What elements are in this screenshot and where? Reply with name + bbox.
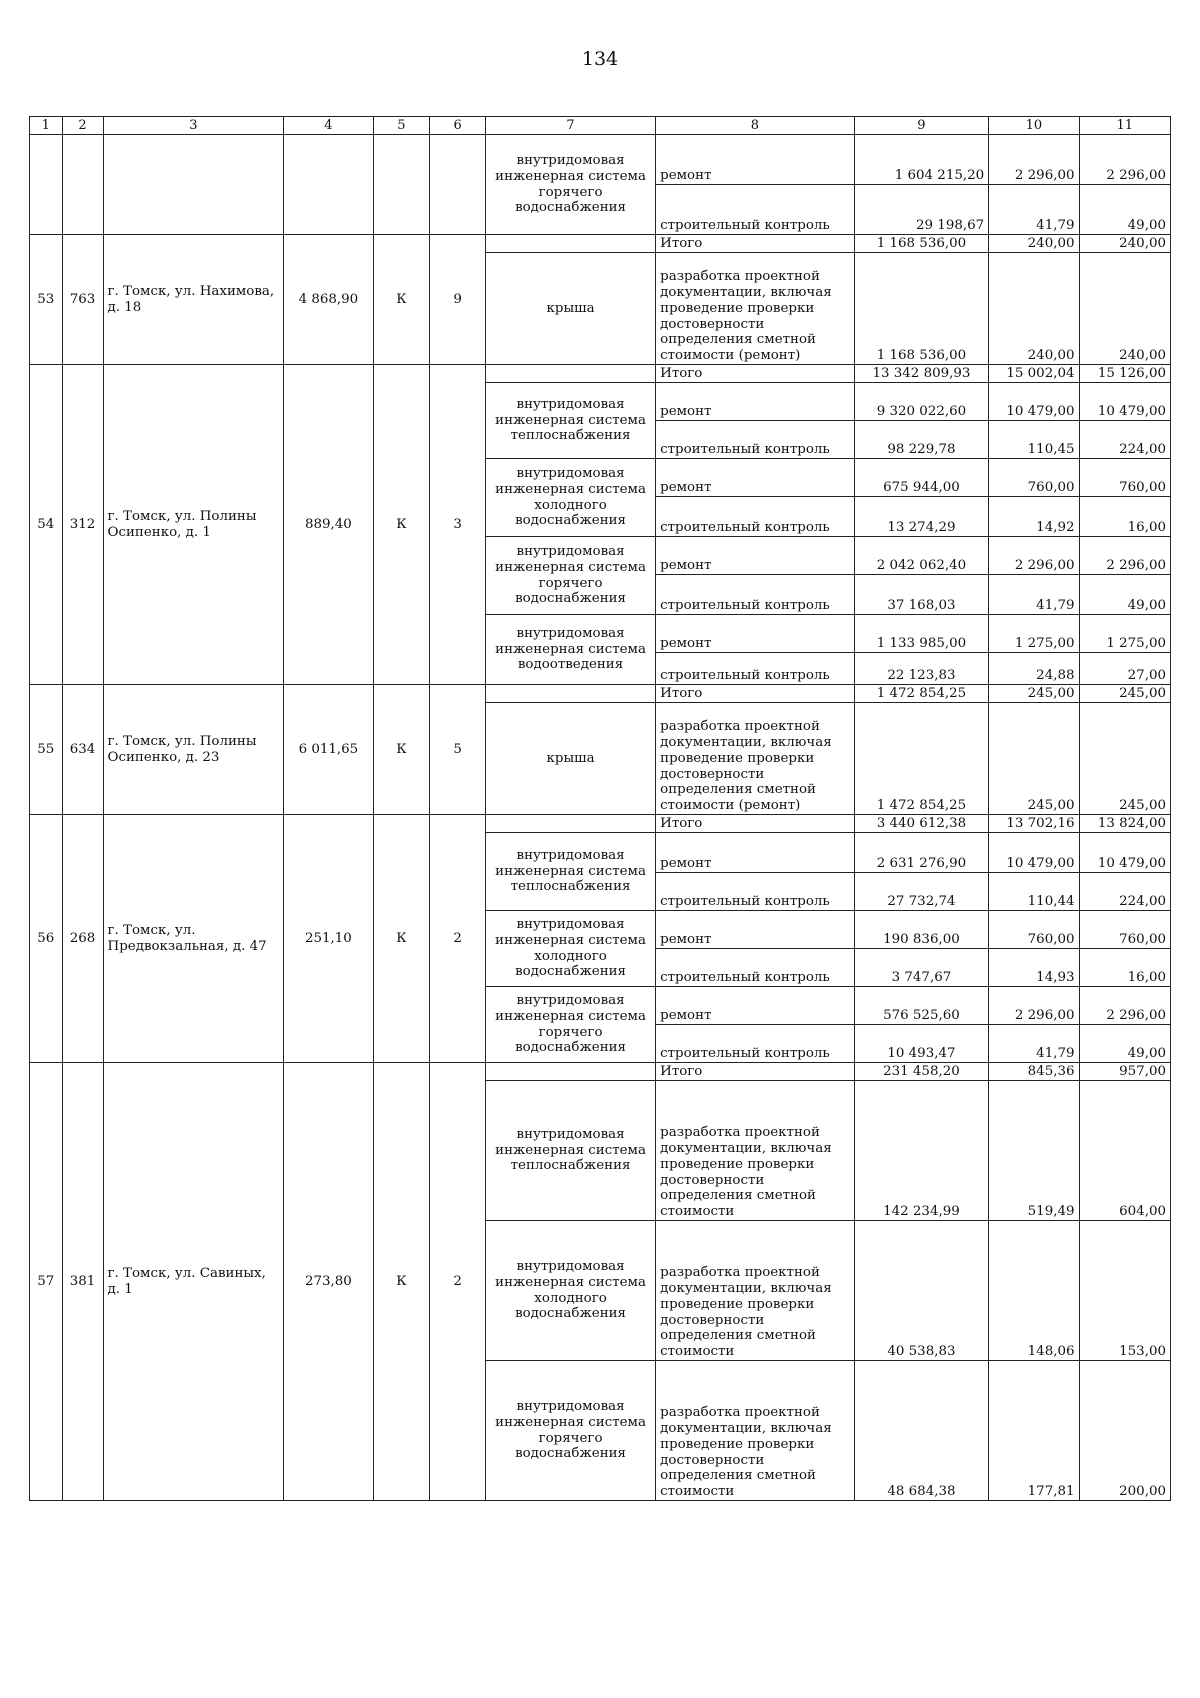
total-label: Итого [656, 1063, 855, 1081]
limit-cost-cell: 49,00 [1079, 1025, 1170, 1063]
header-row [30, 117, 1171, 135]
work-cell: ремонт [656, 537, 855, 575]
entry-number: 54 [30, 365, 63, 685]
entry-number: 56 [30, 815, 63, 1063]
limit-cost-cell: 200,00 [1079, 1361, 1170, 1501]
total-unit-cost: 845,36 [989, 1063, 1079, 1081]
total-label: Итого [656, 815, 855, 833]
entry-floors: 3 [430, 365, 486, 685]
entry-code: 763 [62, 235, 103, 365]
unit-cost-cell: 148,06 [989, 1221, 1079, 1361]
entry-floors: 2 [430, 815, 486, 1063]
empty-cell [284, 135, 373, 235]
cost-cell: 2 631 276,90 [854, 833, 988, 873]
cost-cell: 1 472 854,25 [854, 703, 988, 815]
system-cell: внутридомовая инженерная система теплоснабжения [485, 383, 655, 459]
repair-schedule-table [29, 116, 1171, 1501]
table-row [30, 365, 1171, 383]
unit-cost-cell: 14,93 [989, 949, 1079, 987]
entry-area: 251,10 [284, 815, 373, 1063]
entry-type: К [373, 685, 430, 815]
empty-cell [30, 135, 63, 235]
work-cell: ремонт [656, 987, 855, 1025]
limit-cost-cell: 16,00 [1079, 949, 1170, 987]
unit-cost-cell: 1 275,00 [989, 615, 1079, 653]
entry-type: К [373, 365, 430, 685]
work-cell: строительный контроль [656, 575, 855, 615]
header-cell-8: 8 [656, 117, 855, 135]
entry-number: 57 [30, 1063, 63, 1501]
entry-floors: 2 [430, 1063, 486, 1501]
limit-cost-cell: 240,00 [1079, 253, 1170, 365]
cost-cell: 2 042 062,40 [854, 537, 988, 575]
limit-cost-cell: 2 296,00 [1079, 987, 1170, 1025]
entry-code: 268 [62, 815, 103, 1063]
work-cell: строительный контроль [656, 421, 855, 459]
limit-cost-cell: 49,00 [1079, 185, 1170, 235]
cost-cell: 22 123,83 [854, 653, 988, 685]
table-row [30, 685, 1171, 703]
header-cell-6: 6 [430, 117, 486, 135]
unit-cost-cell: 14,92 [989, 497, 1079, 537]
entry-area: 273,80 [284, 1063, 373, 1501]
unit-cost-cell: 760,00 [989, 459, 1079, 497]
entry-area: 4 868,90 [284, 235, 373, 365]
entry-address: г. Томск, ул. Предвокзальная, д. 47 [103, 815, 284, 1063]
work-cell: ремонт [656, 833, 855, 873]
header-cell-4: 4 [284, 117, 373, 135]
total-unit-cost: 15 002,04 [989, 365, 1079, 383]
unit-cost-cell: 41,79 [989, 185, 1079, 235]
total-label: Итого [656, 685, 855, 703]
total-unit-cost: 240,00 [989, 235, 1079, 253]
cost-cell: 3 747,67 [854, 949, 988, 987]
work-cell: строительный контроль [656, 497, 855, 537]
cost-cell: 190 836,00 [854, 911, 988, 949]
empty-cell [373, 135, 430, 235]
entry-address: г. Томск, ул. Полины Осипенко, д. 23 [103, 685, 284, 815]
empty-cell [430, 135, 486, 235]
entry-type: К [373, 1063, 430, 1501]
total-system-cell [485, 685, 655, 703]
unit-cost-cell: 240,00 [989, 253, 1079, 365]
limit-cost-cell: 153,00 [1079, 1221, 1170, 1361]
entry-type: К [373, 235, 430, 365]
work-cell: разработка проектной документации, включая проведение проверки достоверности определения сметной стоимости (ремонт) [656, 253, 855, 365]
system-cell: крыша [485, 253, 655, 365]
unit-cost-cell: 760,00 [989, 911, 1079, 949]
table-row [30, 815, 1171, 833]
total-cost: 13 342 809,93 [854, 365, 988, 383]
header-cell-7: 7 [485, 117, 655, 135]
cost-cell: 9 320 022,60 [854, 383, 988, 421]
unit-cost-cell: 110,45 [989, 421, 1079, 459]
header-cell-9: 9 [854, 117, 988, 135]
system-cell: внутридомовая инженерная система холодного водоснабжения [485, 1221, 655, 1361]
cost-cell: 10 493,47 [854, 1025, 988, 1063]
header-cell-1: 1 [30, 117, 63, 135]
system-cell: внутридомовая инженерная система теплоснабжения [485, 833, 655, 911]
cost-cell: 576 525,60 [854, 987, 988, 1025]
work-cell: ремонт [656, 135, 855, 185]
total-cost: 231 458,20 [854, 1063, 988, 1081]
cost-cell: 13 274,29 [854, 497, 988, 537]
header-cell-3: 3 [103, 117, 284, 135]
system-cell: крыша [485, 703, 655, 815]
limit-cost-cell: 224,00 [1079, 873, 1170, 911]
table-row [30, 1063, 1171, 1081]
total-label: Итого [656, 365, 855, 383]
unit-cost-cell: 177,81 [989, 1361, 1079, 1501]
work-cell: разработка проектной документации, включая проведение проверки достоверности определения сметной стоимости [656, 1221, 855, 1361]
table-row [30, 135, 1171, 185]
limit-cost-cell: 16,00 [1079, 497, 1170, 537]
empty-cell [62, 135, 103, 235]
entry-number: 53 [30, 235, 63, 365]
header-cell-11: 11 [1079, 117, 1170, 135]
limit-cost-cell: 10 479,00 [1079, 383, 1170, 421]
cost-cell: 37 168,03 [854, 575, 988, 615]
table-body [30, 117, 1171, 1501]
cost-cell: 1 168 536,00 [854, 253, 988, 365]
cost-cell: 98 229,78 [854, 421, 988, 459]
unit-cost-cell: 10 479,00 [989, 383, 1079, 421]
total-unit-cost: 245,00 [989, 685, 1079, 703]
cost-cell: 1 133 985,00 [854, 615, 988, 653]
header-cell-5: 5 [373, 117, 430, 135]
unit-cost-cell: 110,44 [989, 873, 1079, 911]
total-system-cell [485, 235, 655, 253]
total-system-cell [485, 365, 655, 383]
total-limit-cost: 15 126,00 [1079, 365, 1170, 383]
system-cell: внутридомовая инженерная система холодного водоснабжения [485, 459, 655, 537]
total-limit-cost: 13 824,00 [1079, 815, 1170, 833]
total-system-cell [485, 815, 655, 833]
entry-address: г. Томск, ул. Полины Осипенко, д. 1 [103, 365, 284, 685]
limit-cost-cell: 2 296,00 [1079, 537, 1170, 575]
cost-cell: 40 538,83 [854, 1221, 988, 1361]
work-cell: ремонт [656, 459, 855, 497]
entry-area: 6 011,65 [284, 685, 373, 815]
entry-floors: 9 [430, 235, 486, 365]
work-cell: ремонт [656, 615, 855, 653]
total-limit-cost: 957,00 [1079, 1063, 1170, 1081]
total-unit-cost: 13 702,16 [989, 815, 1079, 833]
system-cell: внутридомовая инженерная система холодного водоснабжения [485, 911, 655, 987]
entry-address: г. Томск, ул. Савиных, д. 1 [103, 1063, 284, 1501]
total-label: Итого [656, 235, 855, 253]
system-cell: внутридомовая инженерная система горячего водоснабжения [485, 1361, 655, 1501]
unit-cost-cell: 519,49 [989, 1081, 1079, 1221]
limit-cost-cell: 49,00 [1079, 575, 1170, 615]
page-number: 134 [581, 48, 619, 70]
system-cell: внутридомовая инженерная система горячего водоснабжения [485, 537, 655, 615]
cost-cell: 48 684,38 [854, 1361, 988, 1501]
limit-cost-cell: 10 479,00 [1079, 833, 1170, 873]
total-system-cell [485, 1063, 655, 1081]
entry-code: 381 [62, 1063, 103, 1501]
work-cell: разработка проектной документации, включая проведение проверки достоверности определения сметной стоимости [656, 1081, 855, 1221]
work-cell: строительный контроль [656, 1025, 855, 1063]
work-cell: строительный контроль [656, 873, 855, 911]
entry-code: 634 [62, 685, 103, 815]
cost-cell: 675 944,00 [854, 459, 988, 497]
work-cell: разработка проектной документации, включая проведение проверки достоверности определения сметной стоимости [656, 1361, 855, 1501]
system-cell: внутридомовая инженерная система горячего водоснабжения [485, 135, 655, 235]
unit-cost-cell: 245,00 [989, 703, 1079, 815]
system-cell: внутридомовая инженерная система водоотведения [485, 615, 655, 685]
cost-cell: 29 198,67 [854, 185, 988, 235]
total-cost: 1 168 536,00 [854, 235, 988, 253]
entry-number: 55 [30, 685, 63, 815]
system-cell: внутридомовая инженерная система теплоснабжения [485, 1081, 655, 1221]
total-cost: 3 440 612,38 [854, 815, 988, 833]
limit-cost-cell: 224,00 [1079, 421, 1170, 459]
limit-cost-cell: 1 275,00 [1079, 615, 1170, 653]
work-cell: строительный контроль [656, 185, 855, 235]
total-cost: 1 472 854,25 [854, 685, 988, 703]
system-cell: внутридомовая инженерная система горячего водоснабжения [485, 987, 655, 1063]
cost-cell: 1 604 215,20 [854, 135, 988, 185]
entry-area: 889,40 [284, 365, 373, 685]
limit-cost-cell: 760,00 [1079, 459, 1170, 497]
cost-cell: 27 732,74 [854, 873, 988, 911]
header-cell-2: 2 [62, 117, 103, 135]
limit-cost-cell: 2 296,00 [1079, 135, 1170, 185]
work-cell: ремонт [656, 911, 855, 949]
unit-cost-cell: 10 479,00 [989, 833, 1079, 873]
entry-code: 312 [62, 365, 103, 685]
limit-cost-cell: 604,00 [1079, 1081, 1170, 1221]
table-row [30, 235, 1171, 253]
unit-cost-cell: 2 296,00 [989, 537, 1079, 575]
entry-floors: 5 [430, 685, 486, 815]
work-cell: строительный контроль [656, 949, 855, 987]
entry-type: К [373, 815, 430, 1063]
total-limit-cost: 240,00 [1079, 235, 1170, 253]
work-cell: ремонт [656, 383, 855, 421]
entry-address: г. Томск, ул. Нахимова, д. 18 [103, 235, 284, 365]
unit-cost-cell: 24,88 [989, 653, 1079, 685]
work-cell: строительный контроль [656, 653, 855, 685]
limit-cost-cell: 245,00 [1079, 703, 1170, 815]
total-limit-cost: 245,00 [1079, 685, 1170, 703]
header-cell-10: 10 [989, 117, 1079, 135]
limit-cost-cell: 27,00 [1079, 653, 1170, 685]
cost-cell: 142 234,99 [854, 1081, 988, 1221]
unit-cost-cell: 41,79 [989, 575, 1079, 615]
unit-cost-cell: 41,79 [989, 1025, 1079, 1063]
work-cell: разработка проектной документации, включая проведение проверки достоверности определения сметной стоимости (ремонт) [656, 703, 855, 815]
unit-cost-cell: 2 296,00 [989, 987, 1079, 1025]
limit-cost-cell: 760,00 [1079, 911, 1170, 949]
empty-cell [103, 135, 284, 235]
unit-cost-cell: 2 296,00 [989, 135, 1079, 185]
